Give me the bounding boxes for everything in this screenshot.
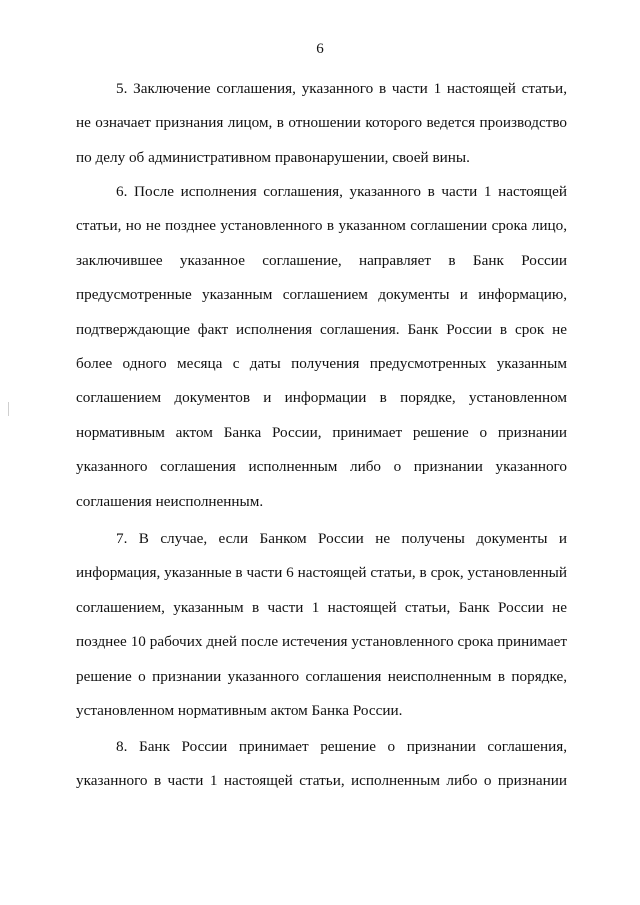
paragraph-line: 6. После исполнения соглашения, указанного в части 1 настоящей	[116, 183, 567, 200]
paragraph-line: 8. Банк России принимает решение о признании соглашения,	[116, 738, 567, 755]
paragraph-line: подтверждающие факт исполнения соглашения. Банк России в срок не	[76, 320, 567, 338]
paragraph-7	[76, 522, 567, 728]
paragraph-line: позднее 10 рабочих дней после истечения установленного срока принимает	[76, 633, 567, 651]
paragraph-line: соглашения неисполненным.	[76, 492, 264, 510]
paragraph-line: соглашением документов и информации в порядке, установленном	[76, 389, 567, 407]
paragraph-line: нормативным актом Банка России, принимает решение о признании	[76, 423, 567, 441]
paragraph-line: заключившее указанное соглашение, направляет в Банк России	[76, 251, 567, 269]
paragraph-line: информация, указанные в части 6 настоящей статьи, в срок, установленный	[76, 564, 567, 582]
page-number: 6	[316, 41, 324, 57]
paragraph-line: указанного соглашения исполненным либо о признании указанного	[76, 458, 567, 476]
paragraph-line: статьи, но не позднее установленного в указанном соглашении срока лицо,	[76, 217, 567, 235]
paragraph-5	[76, 72, 567, 175]
paragraph-line: 7. В случае, если Банком России не получены документы и	[116, 530, 567, 547]
paragraph-line: более одного месяца с даты получения предусмотренных указанным	[76, 354, 567, 372]
paragraph-line: по делу об административном правонарушении, своей вины.	[76, 148, 470, 166]
paragraph-line: не означает признания лицом, в отношении которого ведется производство	[76, 114, 567, 132]
paragraph-line: установленном нормативным актом Банка России.	[76, 701, 403, 719]
paragraph-line: 5. Заключение соглашения, указанного в части 1 настоящей статьи,	[116, 80, 567, 97]
margin-mark	[8, 402, 9, 416]
paragraph-line: соглашением, указанным в части 1 настоящей статьи, Банк России не	[76, 598, 567, 616]
paragraph-8	[76, 730, 567, 799]
paragraph-line: указанного в части 1 настоящей статьи, исполненным либо о признании	[76, 772, 567, 790]
paragraph-line: решение о признании указанного соглашения неисполненным в порядке,	[76, 667, 567, 685]
paragraph-6	[76, 175, 567, 519]
paragraph-line: предусмотренные указанным соглашением документы и информацию,	[76, 286, 567, 304]
